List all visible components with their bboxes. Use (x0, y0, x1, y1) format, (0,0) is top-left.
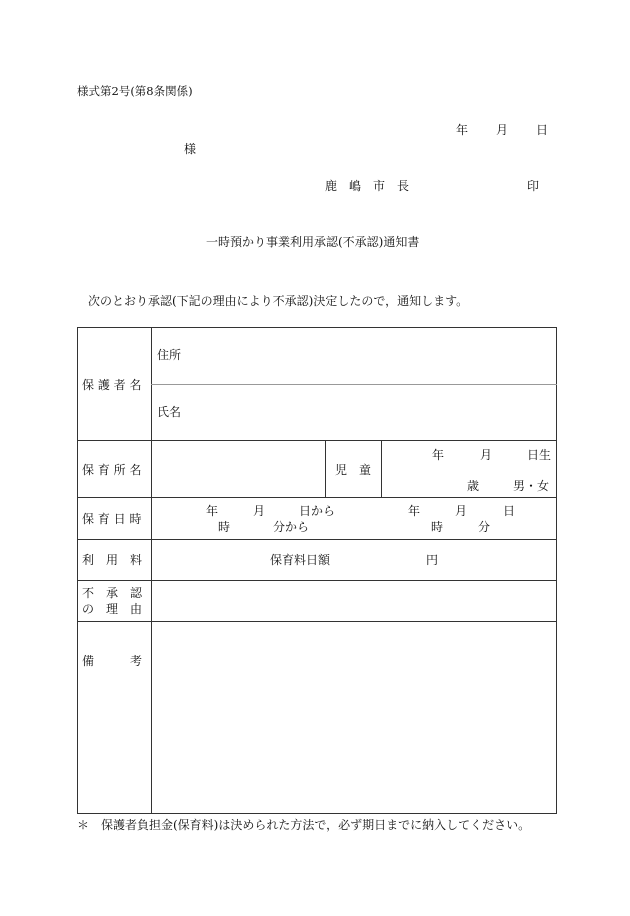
payment-footnote: ＊ 保護者負担金(保育料)は決められた方法で，必ず期日までに納入してください。 (77, 818, 531, 832)
schedule-start-hour: 時 (218, 520, 231, 534)
row-divider-schedule (77, 539, 557, 540)
schedule-end-hour: 時 (431, 520, 444, 534)
row-divider-rejection (77, 621, 557, 622)
schedule-end-day: 日 (503, 504, 516, 518)
schedule-end-minute: 分 (478, 520, 491, 534)
child-age-unit: 歳 (467, 479, 480, 493)
rejection-label-line2: の 理 由 (82, 602, 143, 616)
child-birth-day: 日生 (527, 448, 552, 462)
issue-date (456, 124, 548, 136)
row-divider-facility (77, 497, 557, 498)
rejection-label-line1: 不 承 認 (82, 586, 143, 600)
child-birth-year: 年 (432, 448, 445, 462)
date-month: 月 (496, 123, 509, 137)
child-label: 児 童 (335, 463, 372, 477)
form-number: 様式第2号(第8条関係) (77, 84, 193, 98)
seal-mark: 印 (527, 179, 540, 193)
notice-table (77, 327, 557, 814)
date-day: 日 (536, 123, 549, 137)
facility-child-divider (325, 440, 326, 497)
guardian-address-name-divider (151, 384, 557, 385)
child-birth-month: 月 (480, 448, 493, 462)
child-label-divider (381, 440, 382, 497)
guardian-address-label: 住所 (157, 348, 182, 362)
row-divider-guardian (77, 440, 557, 441)
facility-label: 保 育 所 名 (82, 463, 142, 477)
document-title: 一時預かり事業利用承認(不承認)通知書 (206, 235, 420, 249)
fee-daily-label: 保育料日額 (270, 553, 331, 567)
schedule-start-minute: 分から (273, 520, 310, 534)
fee-label: 利 用 料 (82, 553, 143, 567)
guardian-name-label: 氏名 (157, 405, 182, 419)
schedule-end-month: 月 (455, 504, 468, 518)
schedule-start-month: 月 (253, 504, 266, 518)
child-gender: 男・女 (513, 479, 550, 493)
guardian-label: 保 護 者 名 (82, 378, 142, 392)
schedule-end-year: 年 (408, 504, 421, 518)
schedule-start-day: 日から (299, 504, 336, 518)
schedule-start-year: 年 (206, 504, 219, 518)
intro-text: 次のとおり承認(下記の理由により不承認)決定したので，通知します。 (88, 294, 469, 308)
remarks-label: 備 考 (82, 654, 143, 668)
date-year: 年 (456, 123, 469, 137)
issuer-name: 鹿 嶋 市 長 (325, 179, 410, 193)
row-divider-fee (77, 580, 557, 581)
label-column-divider (151, 327, 152, 814)
fee-unit: 円 (426, 553, 439, 567)
addressee-suffix: 様 (184, 142, 197, 156)
schedule-label: 保 育 日 時 (82, 512, 142, 526)
